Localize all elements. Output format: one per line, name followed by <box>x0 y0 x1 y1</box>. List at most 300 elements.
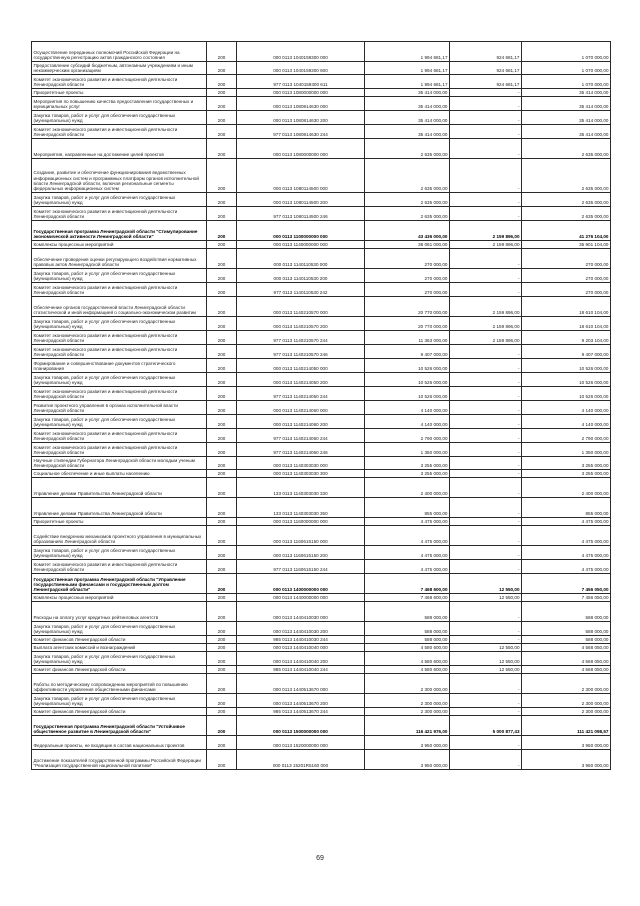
row-code-cell: 200 <box>207 415 237 429</box>
table-row <box>32 750 611 770</box>
row-amount-total-cell: 4 140 000,00 <box>365 415 450 429</box>
row-name-cell: Комитет экономического развития и инвестиционной деятельности Ленинградской области <box>32 429 207 443</box>
row-amount-remaining-cell: 4 475 000,00 <box>522 518 611 526</box>
row-name-cell: Комитет финансов Ленинградской области <box>32 666 207 674</box>
row-code-cell: 200 <box>207 622 237 636</box>
table-row <box>32 666 611 674</box>
row-amount-remaining-cell: 3 950 000,00 <box>522 736 611 750</box>
row-name-cell: Приоритетные проекты <box>32 89 207 97</box>
row-classification-code-cell: 000 0113 1140214060 200 <box>237 415 365 429</box>
row-amount-executed-cell: - <box>450 546 522 560</box>
row-classification-code-cell: 000 0113 1040159300 600 <box>237 62 365 75</box>
row-amount-total-cell: 20 770 000,00 <box>365 317 450 331</box>
row-amount-executed-cell: - <box>450 159 522 193</box>
row-amount-executed-cell: 2 159 896,00 <box>450 317 522 331</box>
row-classification-code-cell: 000 0113 1080000000 000 <box>237 139 365 159</box>
row-amount-remaining-cell: 7 456 050,00 <box>522 594 611 602</box>
row-classification-code-cell: 000 0113 1080114500 200 <box>237 193 365 207</box>
row-name-cell: Комплексы процессных мероприятий <box>32 241 207 249</box>
row-amount-remaining-cell: 2 300 000,00 <box>522 694 611 708</box>
row-code-cell: 200 <box>207 470 237 478</box>
row-amount-total-cell: 588 000,00 <box>365 636 450 644</box>
row-amount-total-cell: 2 635 000,00 <box>365 193 450 207</box>
row-code-cell: 200 <box>207 249 237 269</box>
row-classification-code-cell: 977 0113 1140110530 242 <box>237 283 365 297</box>
row-classification-code-cell: 000 0113 1440000000 000 <box>237 594 365 602</box>
row-amount-remaining-cell: 35 414 000,00 <box>522 111 611 125</box>
row-name-cell: Закупка товаров, работ и услуг для обеспечения государственных (муниципальных) нужд <box>32 111 207 125</box>
row-classification-code-cell: 000 0113 1140210570 200 <box>237 317 365 331</box>
row-code-cell: 200 <box>207 429 237 443</box>
row-classification-code-cell: 000 0113 1140303030 300 <box>237 470 365 478</box>
row-amount-total-cell: 588 000,00 <box>365 602 450 622</box>
row-amount-remaining-cell: 4 568 050,00 <box>522 652 611 666</box>
row-name-cell: Мероприятия, направленные на достижение целей проектов <box>32 139 207 159</box>
row-amount-executed-cell: - <box>450 457 522 470</box>
row-amount-executed-cell: 924 681,17 <box>450 75 522 89</box>
row-classification-code-cell: 000 0113 1140110530 000 <box>237 249 365 269</box>
table-row <box>32 636 611 644</box>
row-amount-executed-cell: 12 550,00 <box>450 574 522 594</box>
row-amount-executed-cell: - <box>450 89 522 97</box>
table-row <box>32 443 611 457</box>
row-amount-executed-cell: - <box>450 470 522 478</box>
row-code-cell: 200 <box>207 359 237 373</box>
row-amount-total-cell: 2 400 000,00 <box>365 478 450 498</box>
table-row <box>32 97 611 111</box>
row-amount-total-cell: 4 580 600,00 <box>365 652 450 666</box>
row-amount-total-cell: 4 475 000,00 <box>365 546 450 560</box>
row-classification-code-cell: 000 0113 1140214060 000 <box>237 401 365 415</box>
row-code-cell: 200 <box>207 602 237 622</box>
table-row <box>32 317 611 331</box>
table-row <box>32 111 611 125</box>
row-code-cell: 200 <box>207 736 237 750</box>
row-amount-remaining-cell: 2 790 000,00 <box>522 429 611 443</box>
row-code-cell: 200 <box>207 666 237 674</box>
row-code-cell: 200 <box>207 269 237 283</box>
row-code-cell: 200 <box>207 694 237 708</box>
row-code-cell: 200 <box>207 42 237 62</box>
row-name-cell: Комитет экономического развития и инвестиционной деятельности Ленинградской области <box>32 331 207 345</box>
table-row <box>32 674 611 694</box>
row-amount-total-cell: 9 407 000,00 <box>365 345 450 359</box>
row-amount-total-cell: 4 475 000,00 <box>365 560 450 574</box>
row-code-cell: 200 <box>207 644 237 652</box>
row-amount-total-cell: 1 350 000,00 <box>365 443 450 457</box>
row-amount-remaining-cell: 3 950 000,00 <box>522 750 611 770</box>
row-code-cell: 200 <box>207 708 237 716</box>
row-name-cell: Работы по методическому сопровождению мероприятий по повышению эффективности управления общественными финансами <box>32 674 207 694</box>
row-amount-executed-cell: 2 159 896,00 <box>450 297 522 317</box>
row-code-cell: 200 <box>207 75 237 89</box>
table-row <box>32 359 611 373</box>
row-amount-total-cell: 3 255 000,00 <box>365 457 450 470</box>
row-amount-executed-cell: - <box>450 207 522 221</box>
row-amount-remaining-cell: 2 635 000,00 <box>522 193 611 207</box>
row-amount-executed-cell: - <box>450 636 522 644</box>
row-amount-executed-cell: - <box>450 622 522 636</box>
row-classification-code-cell: 000 0113 1140214050 000 <box>237 359 365 373</box>
row-name-cell: Комитет финансов Ленинградской области <box>32 708 207 716</box>
row-amount-executed-cell: - <box>450 269 522 283</box>
row-amount-remaining-cell: 2 300 000,00 <box>522 674 611 694</box>
row-amount-total-cell: 20 770 000,00 <box>365 297 450 317</box>
row-amount-executed-cell: - <box>450 694 522 708</box>
table-row <box>32 345 611 359</box>
row-amount-remaining-cell: 4 140 000,00 <box>522 415 611 429</box>
row-amount-executed-cell: - <box>450 373 522 387</box>
row-amount-remaining-cell: 4 475 000,00 <box>522 546 611 560</box>
page-number: 69 <box>316 855 324 862</box>
row-amount-total-cell: 2 300 000,00 <box>365 674 450 694</box>
row-amount-executed-cell: - <box>450 125 522 139</box>
table-row <box>32 708 611 716</box>
row-name-cell: Комитет экономического развития и инвестиционной деятельности Ленинградской области <box>32 283 207 297</box>
row-classification-code-cell: 000 0113 1520000000 000 <box>237 736 365 750</box>
row-classification-code-cell: 133 0113 1140303030 350 <box>237 498 365 518</box>
table-row <box>32 478 611 498</box>
row-amount-total-cell: 7 468 600,00 <box>365 574 450 594</box>
row-name-cell: Приоритетные проекты <box>32 518 207 526</box>
row-amount-total-cell: 270 000,00 <box>365 269 450 283</box>
row-amount-remaining-cell: 4 568 050,00 <box>522 644 611 652</box>
row-code-cell: 200 <box>207 636 237 644</box>
row-amount-remaining-cell: 41 276 104,00 <box>522 221 611 241</box>
row-code-cell: 200 <box>207 207 237 221</box>
row-amount-total-cell: 43 436 000,00 <box>365 221 450 241</box>
row-amount-remaining-cell: 1 070 000,00 <box>522 75 611 89</box>
row-amount-total-cell: 4 475 000,00 <box>365 526 450 546</box>
row-amount-remaining-cell: 3 255 000,00 <box>522 470 611 478</box>
row-amount-executed-cell: - <box>450 560 522 574</box>
table-row <box>32 387 611 401</box>
row-code-cell: 200 <box>207 457 237 470</box>
row-amount-executed-cell: - <box>450 443 522 457</box>
row-code-cell: 200 <box>207 560 237 574</box>
table-row <box>32 297 611 317</box>
row-amount-executed-cell: - <box>450 750 522 770</box>
row-amount-total-cell: 2 790 000,00 <box>365 429 450 443</box>
row-name-cell: Обеспечение проведения оценки регулирующего воздействия нормативных правовых актов Ленинградской области <box>32 249 207 269</box>
table-row <box>32 518 611 526</box>
row-amount-remaining-cell: 10 526 000,00 <box>522 387 611 401</box>
row-name-cell: Закупка товаров, работ и услуг для обеспечения государственных (муниципальных) нужд <box>32 269 207 283</box>
row-classification-code-cell: 133 0113 1140303030 330 <box>237 478 365 498</box>
row-code-cell: 200 <box>207 111 237 125</box>
row-amount-executed-cell: 12 550,00 <box>450 594 522 602</box>
row-amount-executed-cell: - <box>450 602 522 622</box>
table-row <box>32 560 611 574</box>
table-row <box>32 62 611 75</box>
row-classification-code-cell: 977 0113 1140214060 246 <box>237 443 365 457</box>
row-amount-remaining-cell: 3 255 000,00 <box>522 457 611 470</box>
row-amount-total-cell: 7 468 600,00 <box>365 594 450 602</box>
row-code-cell: 200 <box>207 241 237 249</box>
row-amount-total-cell: 10 526 000,00 <box>365 359 450 373</box>
row-name-cell: Комитет экономического развития и инвестиционной деятельности Ленинградской области <box>32 387 207 401</box>
row-amount-remaining-cell: 1 350 000,00 <box>522 443 611 457</box>
table-row <box>32 602 611 622</box>
row-name-cell: Комитет экономического развития и инвестиционной деятельности Ленинградской области <box>32 443 207 457</box>
row-name-cell: Комитет экономического развития и инвестиционной деятельности Ленинградской области <box>32 125 207 139</box>
row-amount-remaining-cell: 2 635 000,00 <box>522 207 611 221</box>
table-row <box>32 652 611 666</box>
row-amount-total-cell: 4 140 000,00 <box>365 401 450 415</box>
table-row <box>32 498 611 518</box>
row-code-cell: 200 <box>207 159 237 193</box>
row-amount-remaining-cell: 35 414 000,00 <box>522 125 611 139</box>
table-row <box>32 75 611 89</box>
row-classification-code-cell: 977 0113 1140214050 244 <box>237 387 365 401</box>
row-amount-executed-cell: - <box>450 97 522 111</box>
table-row <box>32 644 611 652</box>
row-code-cell: 200 <box>207 345 237 359</box>
row-classification-code-cell: 000 0113 1160615150 000 <box>237 526 365 546</box>
row-name-cell: Комитет финансов Ленинградской области <box>32 636 207 644</box>
row-name-cell: Закупка товаров, работ и услуг для обеспечения государственных (муниципальных) нужд <box>32 546 207 560</box>
row-code-cell: 200 <box>207 317 237 331</box>
table-row <box>32 249 611 269</box>
row-amount-total-cell: 116 421 976,00 <box>365 716 450 736</box>
row-name-cell: Закупка товаров, работ и услуг для обеспечения государственных (муниципальных) нужд <box>32 415 207 429</box>
row-classification-code-cell: 000 0113 1160615150 200 <box>237 546 365 560</box>
row-name-cell: Мероприятия по повышению качества предоставления государственных и муниципальных услуг <box>32 97 207 111</box>
row-amount-total-cell: 2 635 000,00 <box>365 139 450 159</box>
row-amount-total-cell: 2 300 000,00 <box>365 708 450 716</box>
row-name-cell: Закупка товаров, работ и услуг для обеспечения государственных (муниципальных) нужд <box>32 373 207 387</box>
table-row <box>32 42 611 62</box>
row-amount-executed-cell: 2 159 896,00 <box>450 241 522 249</box>
row-name-cell: Закупка товаров, работ и услуг для обеспечения государственных (муниципальных) нужд <box>32 652 207 666</box>
row-name-cell: Комитет экономического развития и инвестиционной деятельности Ленинградской области <box>32 207 207 221</box>
row-amount-total-cell: 2 300 000,00 <box>365 694 450 708</box>
row-amount-executed-cell: 2 159 896,00 <box>450 221 522 241</box>
row-classification-code-cell: 000 0113 1140214050 200 <box>237 373 365 387</box>
row-code-cell: 200 <box>207 62 237 75</box>
row-code-cell: 200 <box>207 518 237 526</box>
table-row <box>32 331 611 345</box>
row-name-cell: Расходы на оплату услуг кредитных рейтинговых агентств <box>32 602 207 622</box>
row-name-cell: Формирование и совершенствование документов стратегического планирования <box>32 359 207 373</box>
row-amount-total-cell: 11 363 000,00 <box>365 331 450 345</box>
row-amount-total-cell: 3 255 000,00 <box>365 470 450 478</box>
row-code-cell: 200 <box>207 373 237 387</box>
table-row <box>32 546 611 560</box>
row-amount-executed-cell: - <box>450 139 522 159</box>
row-amount-remaining-cell: 855 000,00 <box>522 498 611 518</box>
row-amount-remaining-cell: 35 901 104,00 <box>522 241 611 249</box>
row-amount-remaining-cell: 18 610 104,00 <box>522 317 611 331</box>
row-classification-code-cell: 000 0113 1440410030 000 <box>237 602 365 622</box>
row-amount-total-cell: 4 475 000,00 <box>365 518 450 526</box>
row-amount-remaining-cell: 588 000,00 <box>522 636 611 644</box>
row-code-cell: 200 <box>207 297 237 317</box>
row-amount-executed-cell: 924 681,17 <box>450 62 522 75</box>
row-name-cell: Создание, развитие и обеспечение функционирования ведомственных информационных систем и программных платформ органов исполнительной власти Ленинградской области, включая региональные сегменты федеральных информационных систем <box>32 159 207 193</box>
row-amount-remaining-cell: 35 414 000,00 <box>522 89 611 97</box>
row-code-cell: 200 <box>207 139 237 159</box>
row-code-cell: 200 <box>207 546 237 560</box>
row-classification-code-cell: 985 0113 1440513670 244 <box>237 708 365 716</box>
table-row <box>32 736 611 750</box>
table-row <box>32 159 611 193</box>
row-amount-executed-cell: - <box>450 498 522 518</box>
row-classification-code-cell: 000 0113 15201R5160 000 <box>237 750 365 770</box>
row-amount-executed-cell: 924 681,17 <box>450 42 522 62</box>
table-row <box>32 89 611 97</box>
row-amount-executed-cell: 12 550,00 <box>450 644 522 652</box>
table-row <box>32 716 611 736</box>
row-classification-code-cell: 000 0113 1440513670 200 <box>237 694 365 708</box>
row-name-cell: Комитет экономического развития и инвестиционной деятельности Ленинградской области <box>32 75 207 89</box>
row-amount-executed-cell: - <box>450 249 522 269</box>
budget-table-body <box>32 42 611 770</box>
row-name-cell: Выплата агентских комиссий и вознаграждений <box>32 644 207 652</box>
row-amount-remaining-cell: 9 203 104,00 <box>522 331 611 345</box>
table-row <box>32 139 611 159</box>
table-row <box>32 241 611 249</box>
row-amount-total-cell: 35 414 000,00 <box>365 89 450 97</box>
row-amount-executed-cell: 2 159 896,00 <box>450 331 522 345</box>
row-code-cell: 200 <box>207 478 237 498</box>
row-name-cell: Закупка товаров, работ и услуг для обеспечения государственных (муниципальных) нужд <box>32 694 207 708</box>
row-amount-remaining-cell: 10 526 000,00 <box>522 359 611 373</box>
row-classification-code-cell: 000 0113 1140303030 000 <box>237 457 365 470</box>
row-classification-code-cell: 000 0113 1080000000 000 <box>237 89 365 97</box>
table-row <box>32 526 611 546</box>
budget-table <box>31 41 611 770</box>
row-amount-remaining-cell: 588 000,00 <box>522 602 611 622</box>
row-name-cell: Социальное обеспечение и иные выплаты населению <box>32 470 207 478</box>
row-amount-remaining-cell: 2 635 000,00 <box>522 139 611 159</box>
row-amount-remaining-cell: 588 000,00 <box>522 622 611 636</box>
row-amount-remaining-cell: 4 475 000,00 <box>522 526 611 546</box>
row-classification-code-cell: 977 0113 1080114500 246 <box>237 207 365 221</box>
row-amount-total-cell: 10 526 000,00 <box>365 373 450 387</box>
row-classification-code-cell: 000 0113 1400000000 000 <box>237 574 365 594</box>
row-amount-executed-cell: - <box>450 429 522 443</box>
table-row <box>32 470 611 478</box>
table-row <box>32 207 611 221</box>
row-code-cell: 200 <box>207 443 237 457</box>
row-amount-executed-cell: - <box>450 526 522 546</box>
row-amount-executed-cell: - <box>450 387 522 401</box>
row-name-cell: Научные стипендии Губернатора Ленинградской области молодым ученым Ленинградской области <box>32 457 207 470</box>
table-row <box>32 221 611 241</box>
row-classification-code-cell: 000 0113 1140110530 200 <box>237 269 365 283</box>
row-classification-code-cell: 000 0113 1440410040 200 <box>237 652 365 666</box>
row-code-cell: 200 <box>207 97 237 111</box>
row-classification-code-cell: 985 0113 1440410030 244 <box>237 636 365 644</box>
row-name-cell: Достижение показателей государственной программы Российской Федерации "Реализация государственной национальной политики" <box>32 750 207 770</box>
row-name-cell: Комплексы процессных мероприятий <box>32 594 207 602</box>
row-classification-code-cell: 000 0113 1500000000 000 <box>237 716 365 736</box>
row-code-cell: 200 <box>207 574 237 594</box>
table-row <box>32 574 611 594</box>
table-row <box>32 457 611 470</box>
row-code-cell: 200 <box>207 387 237 401</box>
row-amount-total-cell: 3 950 000,00 <box>365 750 450 770</box>
row-code-cell: 200 <box>207 89 237 97</box>
row-amount-executed-cell: 12 550,00 <box>450 666 522 674</box>
row-amount-remaining-cell: 270 000,00 <box>522 249 611 269</box>
row-amount-total-cell: 10 526 000,00 <box>365 387 450 401</box>
row-amount-total-cell: 855 000,00 <box>365 498 450 518</box>
row-amount-remaining-cell: 4 140 000,00 <box>522 401 611 415</box>
row-amount-remaining-cell: 10 526 000,00 <box>522 373 611 387</box>
row-code-cell: 200 <box>207 594 237 602</box>
row-amount-remaining-cell: 2 635 000,00 <box>522 159 611 193</box>
row-name-cell: Закупка товаров, работ и услуг для обеспечения государственных (муниципальных) нужд <box>32 317 207 331</box>
row-amount-remaining-cell: 7 456 050,00 <box>522 574 611 594</box>
row-name-cell: Государственная программа Ленинградской области "Устойчивое общественное развитие в Ленинградской области" <box>32 716 207 736</box>
row-amount-remaining-cell: 270 000,00 <box>522 269 611 283</box>
row-amount-executed-cell: - <box>450 415 522 429</box>
row-amount-total-cell: 35 414 000,00 <box>365 125 450 139</box>
row-classification-code-cell: 985 0113 1440410040 244 <box>237 666 365 674</box>
row-classification-code-cell: 000 0113 1080814630 000 <box>237 97 365 111</box>
row-classification-code-cell: 000 0113 1140210570 000 <box>237 297 365 317</box>
row-amount-total-cell: 1 994 681,17 <box>365 75 450 89</box>
table-row <box>32 269 611 283</box>
row-name-cell: Государственная программа Ленинградской области "Управление государственными финансами и государственным долгом Ленинградской области" <box>32 574 207 594</box>
row-name-cell: Федеральные проекты, не входящие в состав национальных проектов <box>32 736 207 750</box>
row-amount-total-cell: 4 580 600,00 <box>365 644 450 652</box>
row-classification-code-cell: 000 0113 1160000000 000 <box>237 518 365 526</box>
row-amount-remaining-cell: 2 400 000,00 <box>522 478 611 498</box>
row-amount-total-cell: 35 414 000,00 <box>365 111 450 125</box>
row-code-cell: 200 <box>207 674 237 694</box>
row-amount-remaining-cell: 4 568 050,00 <box>522 666 611 674</box>
row-name-cell: Комитет экономического развития и инвестиционной деятельности Ленинградской области <box>32 560 207 574</box>
row-amount-total-cell: 270 000,00 <box>365 283 450 297</box>
row-classification-code-cell: 000 0113 1080814630 200 <box>237 111 365 125</box>
row-name-cell: Содействие внедрению механизмов проектного управления в муниципальных образованиях Ленинградской области <box>32 526 207 546</box>
row-code-cell: 200 <box>207 401 237 415</box>
row-amount-executed-cell: - <box>450 674 522 694</box>
row-amount-remaining-cell: 35 414 000,00 <box>522 97 611 111</box>
row-amount-executed-cell: - <box>450 111 522 125</box>
table-row <box>32 622 611 636</box>
row-classification-code-cell: 000 0113 1440410030 200 <box>237 622 365 636</box>
row-name-cell: Обеспечение органов государственной власти Ленинградской области статистической и иной информацией о социально-экономическом развитии <box>32 297 207 317</box>
table-row <box>32 694 611 708</box>
row-amount-total-cell: 1 994 681,17 <box>365 62 450 75</box>
row-amount-executed-cell: - <box>450 359 522 373</box>
row-classification-code-cell: 000 0113 1440410040 000 <box>237 644 365 652</box>
table-row <box>32 401 611 415</box>
row-code-cell: 200 <box>207 652 237 666</box>
row-amount-remaining-cell: 18 610 104,00 <box>522 297 611 317</box>
row-amount-executed-cell: 5 000 877,43 <box>450 716 522 736</box>
row-name-cell: Осуществление переданных полномочий Российской Федерации на государственную регистрацию актов гражданского состояния <box>32 42 207 62</box>
row-name-cell: Предоставление субсидий бюджетным, автономным учреждениям и иным некоммерческим организациям <box>32 62 207 75</box>
row-amount-executed-cell: 12 550,00 <box>450 652 522 666</box>
row-amount-executed-cell: - <box>450 345 522 359</box>
row-amount-executed-cell: - <box>450 478 522 498</box>
row-amount-executed-cell: - <box>450 518 522 526</box>
row-classification-code-cell: 000 0113 1440513670 000 <box>237 674 365 694</box>
row-amount-executed-cell: - <box>450 193 522 207</box>
row-amount-total-cell: 4 580 600,00 <box>365 666 450 674</box>
row-classification-code-cell: 977 0113 1140210570 246 <box>237 345 365 359</box>
row-name-cell: Развитие проектного управления в органах исполнительной власти Ленинградской области <box>32 401 207 415</box>
row-classification-code-cell: 000 0113 1080114500 000 <box>237 159 365 193</box>
row-amount-total-cell: 35 414 000,00 <box>365 97 450 111</box>
row-code-cell: 200 <box>207 716 237 736</box>
row-classification-code-cell: 000 0113 1140000000 000 <box>237 241 365 249</box>
